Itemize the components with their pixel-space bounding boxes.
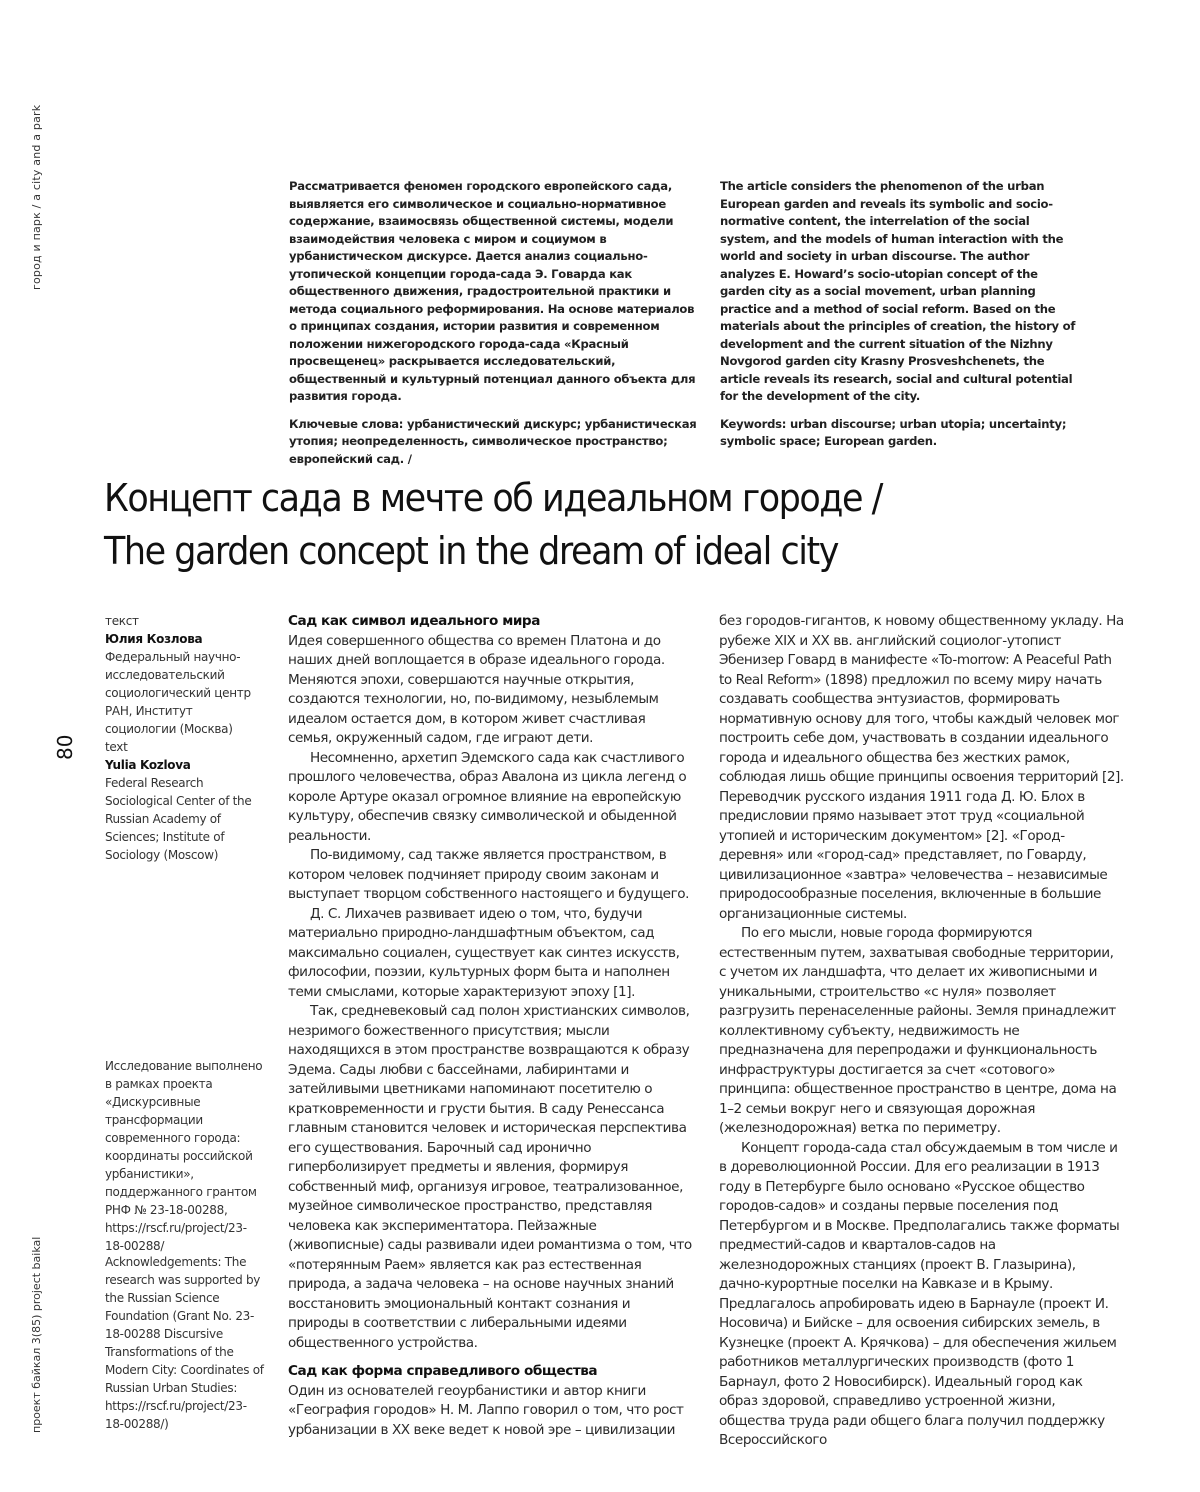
- author-affiliation-en: Federal Research Sociological Center of the Russian Academy of Sciences; Institute of Sociology (Moscow): [105, 776, 252, 862]
- paragraph: без городов-гигантов, к новому общественному укладу. На рубеже XIX и XX вв. английский социолог-утопист Эбенизер Говард в манифесте «To-morrow: A Peaceful Path to Real Reform» (1898) предложил по всему миру начать создавать сообщества энтузиастов, формировать нормативную основу для того, чтобы каждый человек мог построить себе дом, участвовать в создании идеального города и идеального общества без жестких рамок, соблюдая лишь общие принципы освоения территорий [2]. Переводчик русского издания 1911 года Д. Ю. Блох в предисловии прямо называет этот труд «социальной утопией и историческим документом» [2]. «Город-деревня» или «город-сад» представляет, по Говарду, цивилизационное «завтра» человечества – независимые природосообразные поселения, включенные в большие организационные системы.: [719, 613, 1124, 922]
- abstract-english: [720, 178, 1080, 451]
- page-number: 80: [53, 734, 77, 760]
- keywords-en: Keywords: urban discourse; urban utopia; uncertainty; symbolic space; European garden.: [720, 416, 1067, 448]
- title-en: The garden concept in the dream of ideal city: [104, 529, 838, 573]
- article-title: [104, 472, 882, 578]
- section-heading-1: Сад как символ идеального мира: [288, 613, 540, 629]
- body-column-right: [719, 612, 1124, 1451]
- acknowledgement-en: Acknowledgements: The research was supported by the Russian Science Foundation (Grant No. 23-18-00288 Discursive Transformations of the Modern City: Coordinates of Russian Urban Studies: https://rscf.ru/project/23-18-00288/): [105, 1255, 264, 1431]
- paragraph: Д. С. Лихачев развивает идею о том, что, будучи материально природно-ландшафтным объектом, сад максимально социален, существует как синтез искусств, философии, поэзии, культурных форм быта и наполнен теми смыслами, которые характеризуют эпоху [1].: [288, 905, 680, 1000]
- acknowledgement-ru: Исследование выполнено в рамках проекта «Дискурсивные трансформации современного города: координаты российской урбанистики», поддержанного грантом РНФ № 23-18-00288, https://rscf.ru/project/23-18-00288/: [105, 1059, 263, 1253]
- paragraph: Один из основателей геоурбанистики и автор книги «География городов» Н. М. Лаппо говорил о том, что рост урбанизации в XX веке ведет к новой эре – цивилизации: [288, 1382, 684, 1438]
- author-label-en: text: [105, 740, 128, 754]
- author-affiliation-ru: Федеральный научно-исследовательский социологический центр РАН, Институт социологии (Москва): [105, 650, 251, 736]
- title-ru: Концепт сада в мечте об идеальном городе /: [104, 476, 882, 520]
- abstract-russian: [289, 178, 697, 468]
- paragraph: Концепт города-сада стал обсуждаемым в том числе и в дореволюционной России. Для его реализации в 1913 году в Петербурге было основано «Русское общество городов-садов» и созданы первые поселения под Петербургом и в Москве. Предполагались также форматы предместий-садов и кварталов-садов на железнодорожных станциях (проект В. Глазырина), дачно-курортные поселки на Кавказе и в Крыму. Предлагалось апробировать идею в Барнауле (проект И. Носовича) и Бийске – для освоения сибирских земель, в Кузнецке (проект А. Крячкова) – для обеспечения жильем работников металлургических производств (фото 1 Барнаул, фото 2 Новосибирск). Идеальный город как образ здоровой, справедливо устроенной жизни, общества труда ради общего блага получил поддержку Всероссийского: [719, 1139, 1120, 1448]
- abstract-text-ru: Рассматривается феномен городского европейского сада, выявляется его символическое и социально-нормативное содержание, взаимосвязь общественной системы, модели взаимодействия человека с миром и социумом в урбанистическом дискурсе. Дается анализ социально-утопической концепции города-сада Э. Говарда как общественного движения, градостроительной практики и метода социального реформирования. На основе материалов о принципах создания, истории развития и современном положении нижегородского города-сада «Красный просвещенец» раскрывается исследовательский, общественный и культурный потенциал данного объекта для развития города.: [289, 179, 696, 403]
- paragraph: Несомненно, архетип Эдемского сада как счастливого прошлого человечества, образ Авалона из цикла легенд о короле Артуре оказал огромное влияние на европейскую культуру, обеспечив связку символической и обыденной реальности.: [288, 749, 687, 844]
- body-column-middle: [288, 612, 693, 1440]
- paragraph: По-видимому, сад также является пространством, в котором человек подчиняет природу своим законам и выступает творцом собственного настоящего и будущего.: [288, 847, 690, 902]
- paragraph: По его мысли, новые города формируются естественным путем, захватывая свободные территории, с учетом их ландшафта, что делает их живописными и уникальными, строительство «с нуля» позволяет разгрузить перенаселенные районы. Земля принадлежит коллективному субъекту, недвижимость не предназначена для перепродажи и функциональность инфраструктуры достигается за счет «сотового» принципа: общественное пространство в центре, дома на 1–2 семьи вокруг него и связующая дорожная (железнодорожная) ветка по периметру.: [719, 925, 1117, 1136]
- section-heading-2: Сад как форма справедливого общества: [288, 1363, 598, 1379]
- journal-footer: проект байкал 3(85) project baikal: [30, 1236, 43, 1433]
- author-name-en: Yulia Kozlova: [105, 758, 191, 772]
- author-info: [105, 612, 265, 864]
- author-label-ru: текст: [105, 614, 139, 628]
- running-head: город и парк / a city and a park: [30, 104, 43, 290]
- paragraph: Так, средневековый сад полон христианских символов, незримого божественного присутствия; мысли находящихся в этом пространстве возвращаются к образу Эдема. Сады любви с бассейнами, лабиринтами и затейливыми цветниками напоминают посетителю о кратковременности и грусти бытия. В саду Ренессанса главным становится человек и историческая перспектива его существования. Барочный сад иронично гиперболизирует предметы и явления, формируя собственный миф, организуя игровое, театрализованное, музейное символическое пространство, представляя человека как экспериментатора. Пейзажные (живописные) сады развивали идеи романтизма о том, что «потерянным Раем» является как раз естественная природа, а задача человека – на основе научных знаний восстановить эмоциональный контакт сознания и природы в соответствии с либеральными идеями общественного устройства.: [288, 1003, 692, 1351]
- author-name-ru: Юлия Козлова: [105, 632, 203, 646]
- keywords-ru: Ключевые слова: урбанистический дискурс; урбанистическая утопия; неопределенность, символическое пространство; европейский сад. /: [289, 416, 697, 466]
- abstract-text-en: The article considers the phenomenon of the urban European garden and reveals its symbolic and socio-normative content, the interrelation of the social system, and the models of human interaction with the world and society in urban discourse. The author analyzes E. Howard’s socio-utopian concept of the garden city as a social movement, urban planning practice and a method of social reform. Based on the materials about the principles of creation, the history of development and the current situation of the Nizhny Novgorod garden city Krasny Prosveshchenets, the article reveals its research, social and cultural potential for the development of the city.: [720, 179, 1076, 403]
- paragraph: Идея совершенного общества со времен Платона и до наших дней воплощается в образе идеального города. Меняются эпохи, совершаются научные открытия, создаются технологии, но, по-видимому, незыблемым идеалом остается дом, в котором живет счастливая семья, окруженный садом, где играют дети.: [288, 632, 665, 746]
